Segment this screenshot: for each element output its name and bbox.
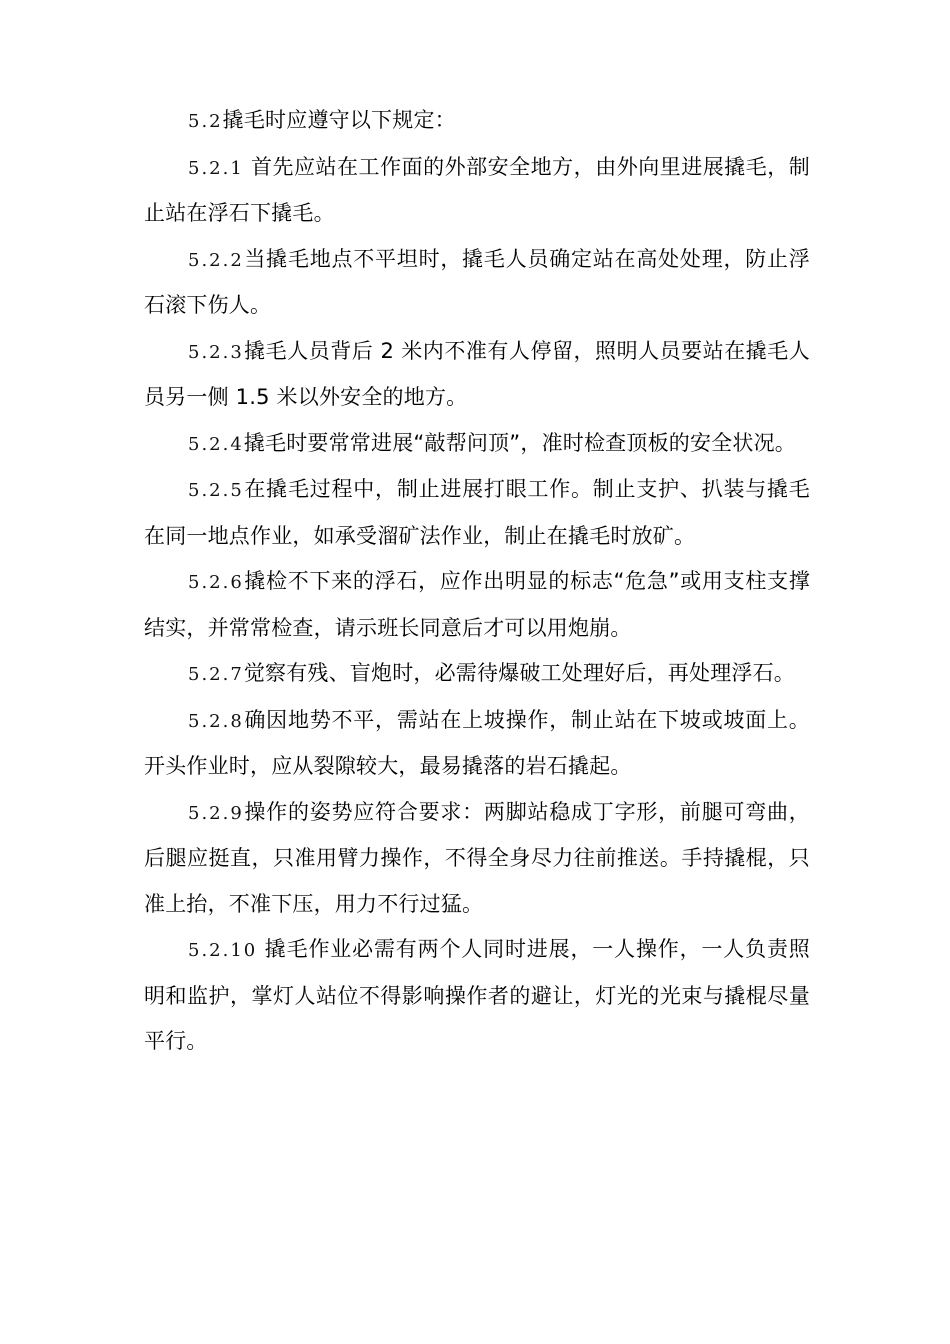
clause-text: 撬检不下来的浮石，应作出明显的标志“危急”或用支柱支撑结实，并常常检查，请示班长同意后才可以用炮崩。 [144,569,810,640]
paragraph-5-2-4 [144,421,810,468]
paragraph-5-2-6 [144,559,810,651]
clause-number: 5.2.1 [188,157,244,179]
paragraph-5-2-2 [144,237,810,329]
clause-number: 5.2.5 [188,480,244,501]
clause-number: 5.2.4 [188,433,244,455]
paragraph-5-2-10 [144,927,810,1065]
clause-number: 5.2.8 [188,710,244,732]
clause-text: 撬毛人员背后 2 米内不准有人停留，照明人员要站在撬毛人员另一侧 1.5 米以外安全的地方。 [144,338,810,409]
paragraph-5-2-9 [144,790,810,928]
clause-text: 撬毛作业必需有两个人同时进展，一人操作，一人负责照明和监护，掌灯人站位不得影响操作者的避让，灯光的光束与撬棍尽量平行。 [144,937,810,1053]
paragraph-5-2-3 [144,329,810,421]
clause-text: 当撬毛地点不平坦时，撬毛人员确定站在高处处理，防止浮石滚下伤人。 [144,246,810,317]
clause-text: 在撬毛过程中，制止进展打眼工作。制止支护、扒装与撬毛在同一地点作业，如承受溜矿法作业，制止在撬毛时放矿。 [144,477,810,548]
clause-text: 觉察有残、盲炮时，必需待爆破工处理好后，再处理浮石。 [243,661,796,685]
document-page [144,98,810,1065]
clause-text: 操作的姿势应符合要求：两脚站稳成丁字形，前腿可弯曲，后腿应挺直，只准用臂力操作，不得全身尽力往前推送。手持撬棍，只准上抬，不准下压，用力不行过猛。 [144,799,810,916]
clause-text: 撬毛时要常常进展“敲帮问顶”，准时检查顶板的安全状况。 [243,430,796,455]
clause-number: 5.2.3 [188,341,244,363]
clause-text: 首先应站在工作面的外部安全地方，由外向里进展撬毛，制止站在浮石下撬毛。 [144,154,810,225]
paragraph-5-2-1 [144,145,810,237]
clause-number: 5.2.7 [188,664,244,685]
paragraph-5-2-8 [144,698,810,790]
paragraph-5-2-7 [144,651,810,698]
clause-number: 5.2 [188,111,223,132]
clause-text: 确因地势不平，需站在上坡操作，制止站在下坡或坡面上。开头作业时，应从裂隙较大，最易撬落的岩石撬起。 [144,707,810,778]
paragraph-5-2-5 [144,467,810,559]
clause-text: 撬毛时应遵守以下规定： [222,108,456,132]
clause-number: 5.2.6 [188,572,244,593]
paragraph-5-2 [144,98,810,145]
clause-number: 5.2.9 [188,802,244,824]
clause-number: 5.2.2 [188,249,244,271]
clause-number: 5.2.10 [188,940,258,961]
